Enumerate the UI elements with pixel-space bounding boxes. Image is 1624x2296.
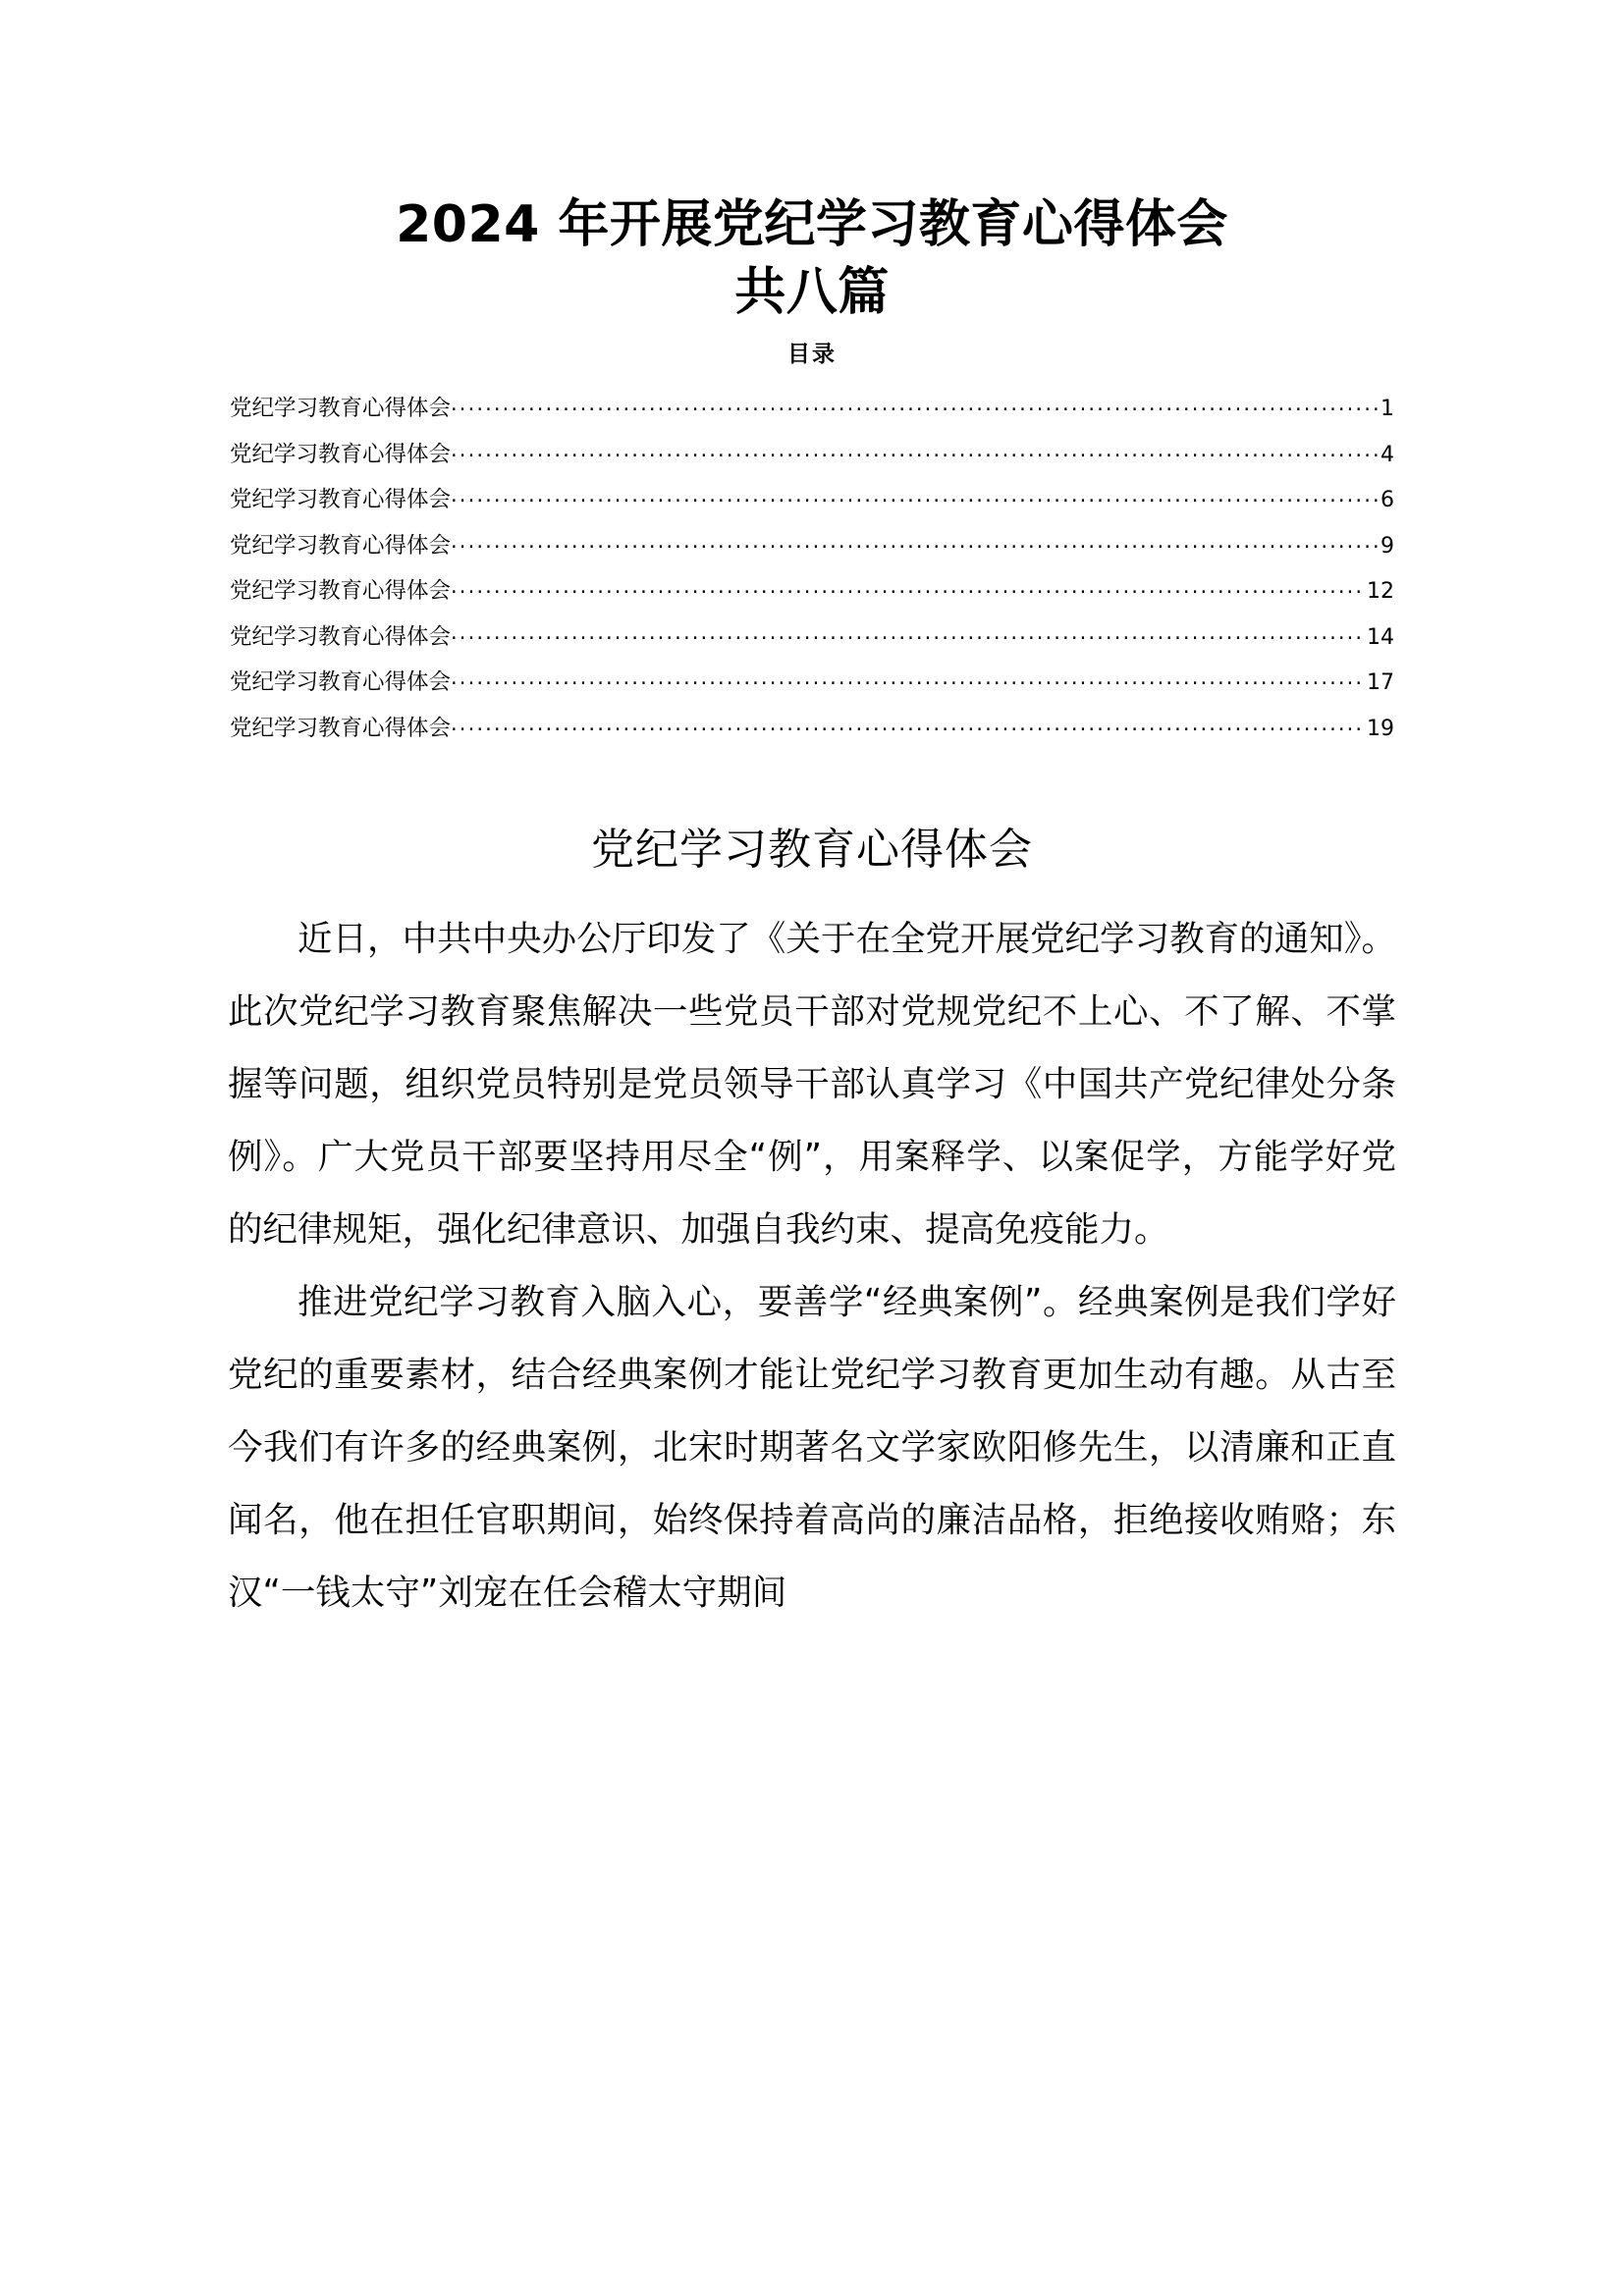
toc-entry-label: 党纪学习教育心得体会 — [230, 487, 452, 513]
toc-leader-dots — [451, 439, 1380, 461]
toc-entry-label: 党纪学习教育心得体会 — [230, 578, 452, 605]
document-title-line-1: 2024 年开展党纪学习教育心得体会 — [396, 195, 1228, 254]
toc-entry-8[interactable] — [230, 704, 1394, 750]
toc-entry-page-number: 14 — [1367, 624, 1394, 650]
toc-entry-7[interactable] — [230, 658, 1394, 704]
toc-leader-dots — [451, 621, 1366, 644]
toc-entry-label: 党纪学习教育心得体会 — [230, 532, 452, 559]
toc-leader-dots — [451, 576, 1366, 599]
toc-entry-label: 党纪学习教育心得体会 — [230, 715, 452, 741]
toc-entry-page-number: 19 — [1367, 716, 1394, 741]
article-heading: 党纪学习教育心得体会 — [591, 825, 1033, 876]
toc-entry-label: 党纪学习教育心得体会 — [230, 669, 452, 696]
toc-entry-1[interactable] — [230, 384, 1394, 430]
toc-leader-dots — [451, 713, 1366, 735]
toc-entry-6[interactable] — [230, 613, 1394, 659]
article-paragraph-1: 近日，中共中央办公厅印发了《关于在全党开展党纪学习教育的通知》。此次党纪学习教育聚焦解决一些党员干部对党规党纪不上心、不了解、不掌握等问题，组织党员特别是党员领导干部认真学习《中国共产党纪律处分条例》。广大党员干部要坚持用尽全“例”，用案释学、以案促学，方能学好党的纪律规矩，强化纪律意识、加强自我约束、提高免疫能力。 — [228, 919, 1396, 1251]
document-title — [228, 0, 1396, 325]
toc-leader-dots — [451, 394, 1380, 416]
toc-entry-3[interactable] — [230, 475, 1394, 521]
toc-entry-page-number: 6 — [1380, 488, 1394, 513]
toc-entry-label: 党纪学习教育心得体会 — [230, 441, 452, 467]
toc-entry-2[interactable] — [230, 430, 1394, 476]
toc-entry-page-number: 4 — [1380, 442, 1394, 467]
toc-entry-label: 党纪学习教育心得体会 — [230, 623, 452, 650]
toc-entry-page-number: 1 — [1380, 397, 1394, 422]
toc-entry-4[interactable] — [230, 521, 1394, 567]
toc-entry-page-number: 9 — [1380, 533, 1394, 559]
toc-entry-page-number: 17 — [1367, 670, 1394, 696]
article-body — [228, 903, 1396, 1629]
toc-leader-dots — [451, 667, 1366, 690]
toc-entry-5[interactable] — [230, 566, 1394, 613]
toc-entry-label: 党纪学习教育心得体会 — [230, 396, 452, 422]
toc-entry-page-number: 12 — [1367, 579, 1394, 605]
article-section — [228, 822, 1396, 1629]
toc-leader-dots — [451, 485, 1380, 507]
document-title-line-2: 共八篇 — [734, 262, 890, 322]
toc-leader-dots — [451, 530, 1380, 553]
table-of-contents — [228, 384, 1396, 749]
table-of-contents-heading: 目录 — [787, 341, 837, 368]
article-paragraph-2: 推进党纪学习教育入脑入心，要善学“经典案例”。经典案例是我们学好党纪的重要素材，结合经典案例才能让党纪学习教育更加生动有趣。从古至今我们有许多的经典案例，北宋时期著名文学家欧阳修先生，以清廉和正直闻名，他在担任官职期间，始终保持着高尚的廉洁品格，拒绝接收贿赂；东汉“一钱太守”刘宠在任会稽太守期间 — [228, 1282, 1396, 1614]
